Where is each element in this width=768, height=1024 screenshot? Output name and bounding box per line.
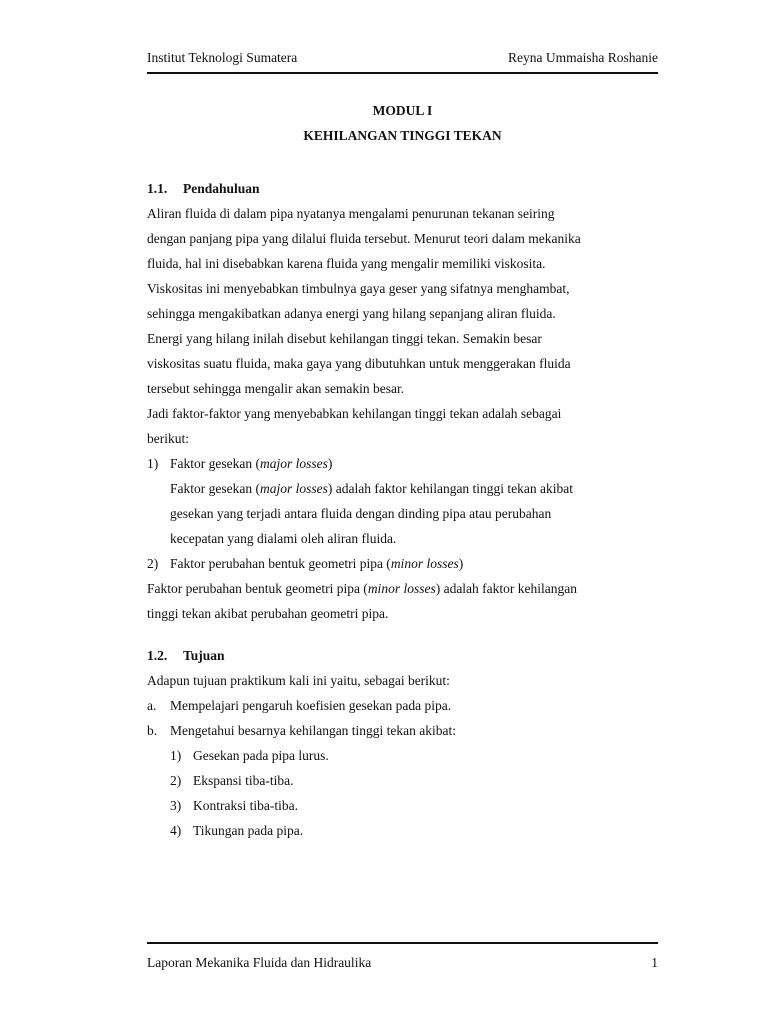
list-item-description bbox=[147, 476, 658, 551]
header-author: Reyna Ummaisha Roshanie bbox=[508, 50, 658, 65]
desc-text: ) adalah faktor kehilangan bbox=[435, 581, 578, 596]
label-italic: major losses bbox=[259, 456, 328, 471]
list-item-b bbox=[147, 718, 658, 743]
list-item-text: Mengetahui besarnya kehilangan tinggi tekan akibat: bbox=[170, 723, 457, 738]
list-marker: 3) bbox=[170, 798, 182, 813]
label-text: ) bbox=[458, 556, 464, 571]
section-heading-pendahuluan bbox=[147, 176, 658, 201]
minor-losses-description bbox=[147, 576, 658, 626]
footer-report-title: Laporan Mekanika Fluida dan Hidraulika bbox=[147, 955, 372, 970]
sub-list-item bbox=[147, 818, 658, 843]
label-text: Faktor gesekan ( bbox=[170, 456, 260, 471]
paragraph-line: Viskositas ini menyebabkan timbulnya gaya geser yang sifatnya menghambat, bbox=[147, 281, 570, 296]
paragraph-line: fluida, hal ini disebabkan karena fluida yang mengalir memiliki viskosita. bbox=[147, 256, 546, 271]
header-institution: Institut Teknologi Sumatera bbox=[147, 50, 298, 65]
list-marker: 4) bbox=[170, 823, 182, 838]
paragraph-line: Jadi faktor-faktor yang menyebabkan kehilangan tinggi tekan adalah sebagai bbox=[147, 406, 562, 421]
description-line: kecepatan yang dialami oleh aliran fluida. bbox=[170, 531, 397, 546]
desc-text: Faktor gesekan ( bbox=[170, 481, 260, 496]
page-number: 1 bbox=[651, 955, 658, 970]
paragraph-factors bbox=[147, 401, 658, 451]
section-number: 1.2. bbox=[147, 648, 168, 663]
list-item-text: Ekspansi tiba-tiba. bbox=[193, 773, 294, 788]
label-text: Faktor perubahan bentuk geometri pipa ( bbox=[170, 556, 391, 571]
section-title: Tujuan bbox=[183, 648, 225, 663]
label-italic: minor losses bbox=[390, 556, 459, 571]
label-text: ) bbox=[327, 456, 333, 471]
module-subtitle: KEHILANGAN TINGGI TEKAN bbox=[303, 128, 502, 143]
section-title: Pendahuluan bbox=[183, 181, 260, 196]
list-item-text: Gesekan pada pipa lurus. bbox=[193, 748, 329, 763]
paragraph-line: Aliran fluida di dalam pipa nyatanya mengalami penurunan tekanan seiring bbox=[147, 206, 555, 221]
paragraph-line: dengan panjang pipa yang dilalui fluida tersebut. Menurut teori dalam mekanika bbox=[147, 231, 581, 246]
description-line bbox=[147, 576, 658, 601]
list-marker: a. bbox=[147, 698, 157, 713]
desc-italic: minor losses bbox=[367, 581, 436, 596]
desc-italic: major losses bbox=[259, 481, 328, 496]
list-item-text: Tikungan pada pipa. bbox=[193, 823, 304, 838]
paragraph-line: viskositas suatu fluida, maka gaya yang dibutuhkan untuk menggerakan fluida bbox=[147, 356, 571, 371]
sub-list-item bbox=[147, 743, 658, 768]
list-item-label bbox=[170, 551, 658, 576]
document-body bbox=[147, 176, 658, 843]
list-item-text: Mempelajari pengaruh koefisien gesekan pada pipa. bbox=[170, 698, 452, 713]
list-marker: 2) bbox=[147, 556, 159, 571]
page-header bbox=[147, 50, 658, 66]
tujuan-intro: Adapun tujuan praktikum kali ini yaitu, sebagai berikut: bbox=[147, 673, 450, 688]
list-marker: 1) bbox=[170, 748, 182, 763]
list-marker: 1) bbox=[147, 456, 159, 471]
section-number: 1.1. bbox=[147, 181, 168, 196]
paragraph-line: tersebut sehingga mengalir akan semakin besar. bbox=[147, 381, 405, 396]
page-footer bbox=[147, 955, 658, 971]
sub-list-item bbox=[147, 793, 658, 818]
desc-text: ) adalah faktor kehilangan tinggi tekan akibat bbox=[327, 481, 574, 496]
list-item-minor-losses bbox=[147, 551, 658, 576]
list-item-text: Kontraksi tiba-tiba. bbox=[193, 798, 298, 813]
desc-text: Faktor perubahan bentuk geometri pipa ( bbox=[147, 581, 368, 596]
footer-rule bbox=[147, 942, 658, 944]
sub-list-item bbox=[147, 768, 658, 793]
paragraph-line: sehingga mengakibatkan adanya energi yang hilang sepanjang aliran fluida. bbox=[147, 306, 556, 321]
description-line: gesekan yang terjadi antara fluida dengan dinding pipa atau perubahan bbox=[170, 506, 552, 521]
list-item-a bbox=[147, 693, 658, 718]
paragraph-line: berikut: bbox=[147, 431, 189, 446]
list-item-label bbox=[170, 451, 658, 476]
description-line bbox=[170, 476, 658, 501]
paragraph-intro bbox=[147, 201, 658, 401]
section-spacer bbox=[147, 626, 658, 643]
list-marker: b. bbox=[147, 723, 158, 738]
description-line: tinggi tekan akibat perubahan geometri pipa. bbox=[147, 606, 389, 621]
module-title: MODUL I bbox=[372, 103, 433, 118]
list-marker: 2) bbox=[170, 773, 182, 788]
header-rule bbox=[147, 72, 658, 74]
list-item-major-losses bbox=[147, 451, 658, 476]
paragraph-line: Energi yang hilang inilah disebut kehilangan tinggi tekan. Semakin besar bbox=[147, 331, 542, 346]
section-heading-tujuan bbox=[147, 643, 658, 668]
